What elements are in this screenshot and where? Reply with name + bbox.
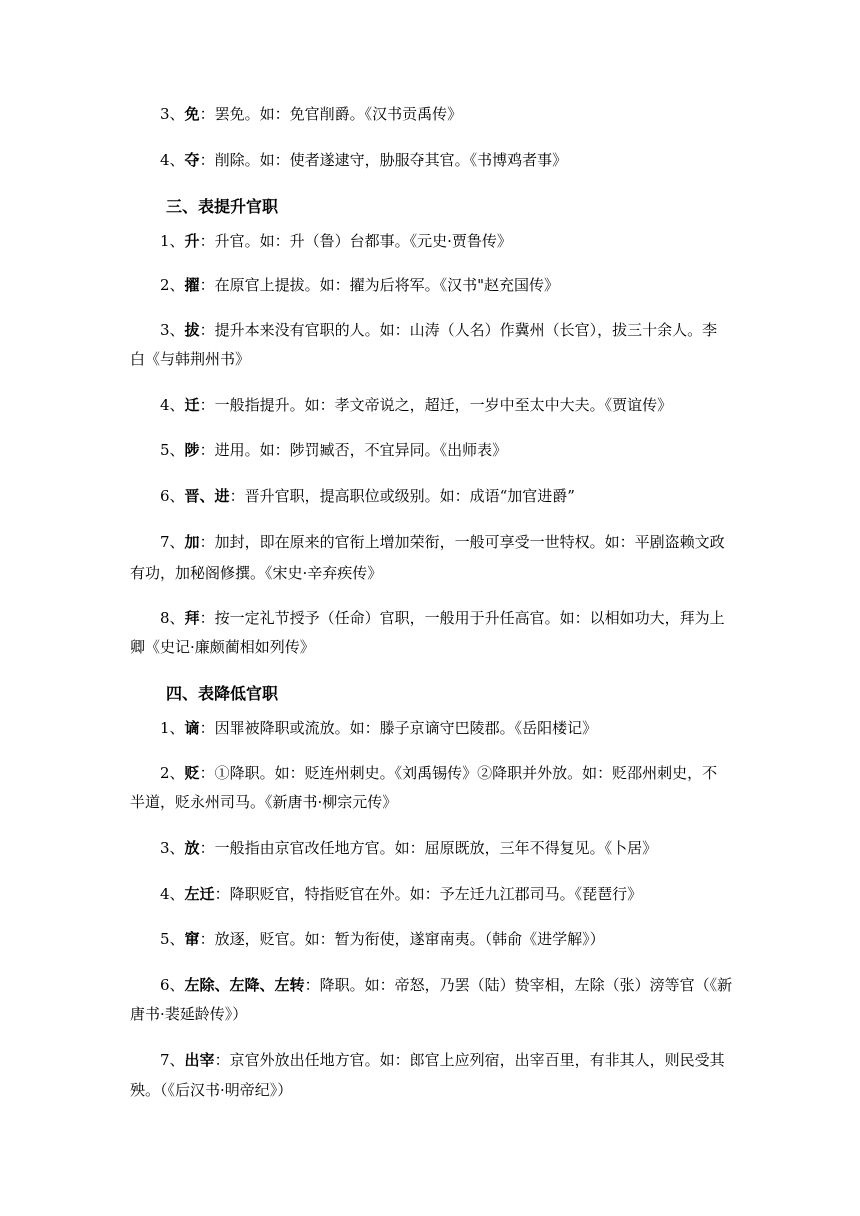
item-text: ：放逐，贬官。如：暂为衔使，遂窜南夷。（韩俞《进学解》） bbox=[199, 930, 605, 948]
list-item bbox=[160, 930, 605, 948]
list-item bbox=[160, 976, 732, 994]
item-text: ：降职贬官，特指贬官在外。如：予左迁九江郡司马。《琵琶行》 bbox=[214, 885, 643, 903]
item-number: 8、 bbox=[160, 609, 185, 627]
list-item bbox=[160, 441, 507, 459]
item-term: 夺 bbox=[184, 151, 200, 169]
list-item bbox=[160, 276, 559, 294]
item-continuation: 白《与韩荆州书》 bbox=[130, 350, 251, 368]
item-number: 4、 bbox=[160, 151, 185, 169]
item-continuation: 有功，加秘阁修撰。《宋史·辛弃疾传》 bbox=[130, 564, 383, 582]
list-item bbox=[160, 764, 717, 782]
list-item bbox=[160, 885, 642, 903]
item-text: ：因罪被降职或流放。如：滕子京谪守巴陵郡。《岳阳楼记》 bbox=[199, 719, 598, 737]
item-term: 谪 bbox=[184, 719, 200, 737]
item-text: ：①降职。如：贬连州刺史。《刘禹锡传》②降职并外放。如：贬邵州刺史，不 bbox=[199, 764, 718, 782]
item-text: ：晋升官职，提高职位或级别。如：成语“加官进爵” bbox=[229, 487, 575, 505]
item-text: ：按一定礼节授予（任命）官职，一般用于升任高官。如：以相如功大，拜为上 bbox=[199, 609, 725, 627]
item-term: 左除、左降、左转 bbox=[184, 976, 305, 994]
list-item bbox=[160, 839, 657, 857]
item-number: 7、 bbox=[160, 1051, 185, 1069]
section-heading: 三、表提升官职 bbox=[166, 197, 279, 216]
item-term: 放 bbox=[184, 839, 200, 857]
item-term: 擢 bbox=[184, 276, 200, 294]
item-term: 拔 bbox=[184, 321, 200, 339]
list-item bbox=[160, 1051, 725, 1069]
list-item bbox=[160, 533, 725, 551]
item-text: ：降职。如：帝怒，乃罢（陆）贽宰相，左除（张）滂等官（《新 bbox=[304, 976, 733, 994]
item-term: 陟 bbox=[184, 441, 200, 459]
item-term: 拜 bbox=[184, 609, 200, 627]
item-number: 3、 bbox=[160, 105, 185, 123]
item-number: 4、 bbox=[160, 396, 185, 414]
item-term: 出宰 bbox=[184, 1051, 215, 1069]
item-continuation: 唐书·裴延龄传》） bbox=[130, 1005, 248, 1023]
item-text: ：罢免。如：免官削爵。《汉书贡禹传》 bbox=[199, 105, 463, 123]
item-term: 加 bbox=[184, 533, 200, 551]
list-item bbox=[160, 609, 725, 627]
item-continuation: 半道，贬永州司马。《新唐书·柳宗元传》 bbox=[130, 793, 398, 811]
item-term: 免 bbox=[184, 105, 200, 123]
item-continuation: 殃。（《后汉书·明帝纪》） bbox=[130, 1081, 293, 1099]
item-number: 1、 bbox=[160, 232, 185, 250]
item-number: 6、 bbox=[160, 976, 185, 994]
item-text: ：在原官上提拔。如：擢为后将军。《汉书"赵充国传》 bbox=[199, 276, 559, 294]
item-term: 左迁 bbox=[184, 885, 215, 903]
item-text: ：提升本来没有官职的人。如：山涛（人名）作冀州（长官），拔三十余人。李 bbox=[199, 321, 718, 339]
item-number: 2、 bbox=[160, 764, 185, 782]
list-item bbox=[160, 151, 567, 169]
list-item bbox=[160, 105, 462, 123]
list-item bbox=[160, 321, 717, 339]
item-number: 4、 bbox=[160, 885, 185, 903]
list-item bbox=[160, 396, 672, 414]
item-number: 7、 bbox=[160, 533, 185, 551]
item-number: 3、 bbox=[160, 321, 185, 339]
item-term: 迁 bbox=[184, 396, 200, 414]
item-text: ：京官外放出任地方官。如：郎官上应列宿，出宰百里，有非其人，则民受其 bbox=[214, 1051, 725, 1069]
section-heading: 四、表降低官职 bbox=[166, 684, 279, 703]
item-number: 6、 bbox=[160, 487, 185, 505]
item-text: ：升官。如：升（鲁）台都事。《元史·贾鲁传》 bbox=[199, 232, 512, 250]
item-number: 1、 bbox=[160, 719, 185, 737]
item-number: 5、 bbox=[160, 441, 185, 459]
list-item bbox=[160, 487, 575, 505]
list-item bbox=[160, 719, 597, 737]
item-term: 贬 bbox=[184, 764, 200, 782]
item-term: 窜 bbox=[184, 930, 200, 948]
item-text: ：一般指由京官改任地方官。如：屈原既放，三年不得复见。《卜居》 bbox=[199, 839, 658, 857]
item-number: 3、 bbox=[160, 839, 185, 857]
item-text: ：一般指提升。如：孝文帝说之，超迁，一岁中至太中大夫。《贾谊传》 bbox=[199, 396, 673, 414]
item-number: 5、 bbox=[160, 930, 185, 948]
item-text: ：加封，即在原来的官衔上增加荣衔，一般可享受一世特权。如：平剧盗赖文政 bbox=[199, 533, 725, 551]
item-text: ：削除。如：使者遂逮守，胁服夺其官。《书博鸡者事》 bbox=[199, 151, 568, 169]
item-text: ：进用。如：陟罚臧否，不宜异同。《出师表》 bbox=[199, 441, 508, 459]
list-item bbox=[160, 232, 512, 250]
item-term: 晋、进 bbox=[184, 487, 230, 505]
item-continuation: 卿《史记·廉颇蔺相如列传》 bbox=[130, 638, 315, 656]
item-term: 升 bbox=[184, 232, 200, 250]
item-number: 2、 bbox=[160, 276, 185, 294]
